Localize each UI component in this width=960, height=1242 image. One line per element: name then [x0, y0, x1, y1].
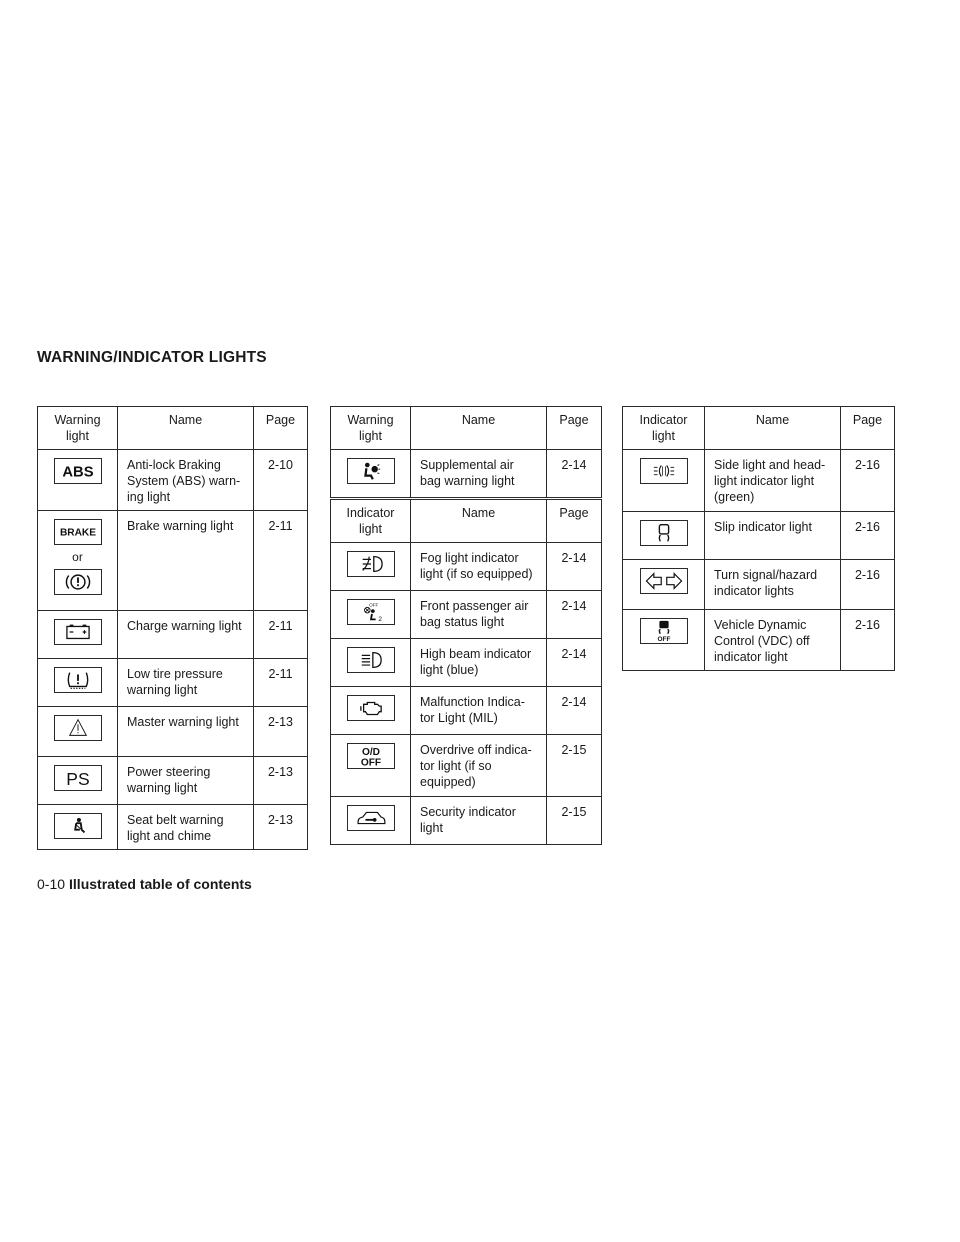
table-header-row	[331, 500, 602, 543]
row-page: 2-13	[254, 805, 308, 850]
row-page: 2-10	[254, 450, 308, 511]
overdrive-off-icon	[347, 743, 395, 769]
footer-title: Illustrated table of contents	[69, 876, 252, 892]
engine-icon	[347, 695, 395, 721]
brake-icon-text: BRAKE	[59, 527, 96, 539]
table-row	[38, 511, 308, 611]
table-row	[331, 543, 602, 591]
abs-icon-text: ABS	[61, 464, 94, 481]
row-page: 2-16	[841, 512, 895, 560]
row-page: 2-14	[547, 543, 602, 591]
battery-icon	[54, 619, 102, 645]
brake-circle-icon	[54, 569, 102, 595]
row-page: 2-16	[841, 450, 895, 512]
table-row	[331, 797, 602, 845]
table-row	[623, 450, 895, 512]
airbag-seat-number: 2	[377, 616, 382, 624]
table-row	[38, 757, 308, 805]
abs-icon	[54, 458, 102, 484]
table-header-row	[38, 407, 308, 450]
page-footer	[37, 876, 252, 892]
row-name: Seat belt warning light and chime	[118, 805, 254, 850]
row-name: Side light and head- light indicator light (green)	[705, 450, 841, 512]
row-name: Low tire pressure warning light	[118, 659, 254, 707]
row-name: Master warning light	[118, 707, 254, 757]
header-warning-light: Warning light	[38, 407, 118, 450]
row-name: Supplemental air bag warning light	[411, 450, 547, 498]
header-name: Name	[411, 407, 547, 450]
table-row	[331, 450, 602, 498]
table-row	[623, 512, 895, 560]
row-name: Slip indicator light	[705, 512, 841, 560]
brake-icon	[54, 519, 102, 545]
fog-light-icon	[347, 551, 395, 577]
security-icon	[347, 805, 395, 831]
header-warning-light: Warning light	[331, 407, 411, 450]
row-page: 2-16	[841, 560, 895, 610]
row-page: 2-14	[547, 639, 602, 687]
row-page: 2-11	[254, 611, 308, 659]
row-name: Overdrive off indica- tor light (if so equipped)	[411, 735, 547, 797]
airbag-icon	[347, 458, 395, 484]
row-name: Charge warning light	[118, 611, 254, 659]
table-row	[38, 611, 308, 659]
warning-lights-table	[37, 406, 308, 850]
master-warning-icon	[54, 715, 102, 741]
header-name: Name	[705, 407, 841, 450]
table-row	[331, 591, 602, 639]
row-name: Fog light indicator light (if so equipped)	[411, 543, 547, 591]
tire-pressure-icon	[54, 667, 102, 693]
row-name: High beam indicator light (blue)	[411, 639, 547, 687]
header-name: Name	[411, 500, 547, 543]
row-page: 2-16	[841, 610, 895, 671]
table-row	[623, 560, 895, 610]
row-name: Anti-lock Braking System (ABS) warn- ing light	[118, 450, 254, 511]
side-light-icon	[640, 458, 688, 484]
row-page: 2-11	[254, 659, 308, 707]
row-page: 2-13	[254, 707, 308, 757]
high-beam-icon	[347, 647, 395, 673]
od-text: O/D	[361, 747, 380, 759]
header-indicator-light: Indicator light	[623, 407, 705, 450]
row-page: 2-14	[547, 591, 602, 639]
turn-signal-icon	[640, 568, 688, 594]
indicator-lights-table	[330, 499, 602, 845]
ps-icon-text: PS	[65, 768, 90, 789]
row-name: Malfunction Indica- tor Light (MIL)	[411, 687, 547, 735]
header-page: Page	[841, 407, 895, 450]
table-row	[331, 735, 602, 797]
slip-icon	[640, 520, 688, 546]
table-row	[38, 659, 308, 707]
or-label: or	[72, 550, 83, 564]
page-number: 0-10	[37, 876, 66, 892]
table-header-row	[623, 407, 895, 450]
header-page: Page	[254, 407, 308, 450]
row-name: Brake warning light	[118, 511, 254, 611]
vdc-off-text: OFF	[657, 636, 670, 643]
row-page: 2-15	[547, 735, 602, 797]
row-name: Turn signal/hazard indicator lights	[705, 560, 841, 610]
table-row	[623, 610, 895, 671]
row-name: Security indicator light	[411, 797, 547, 845]
table-row	[331, 687, 602, 735]
power-steering-icon	[54, 765, 102, 791]
airbag-off-text: OFF	[368, 602, 378, 608]
row-page: 2-11	[254, 511, 308, 611]
vdc-off-icon	[640, 618, 688, 644]
seat-belt-icon	[54, 813, 102, 839]
row-page: 2-13	[254, 757, 308, 805]
passenger-airbag-off-icon	[347, 599, 395, 625]
indicator-lights-table-2	[622, 406, 895, 671]
table-row	[38, 707, 308, 757]
header-page: Page	[547, 407, 602, 450]
table-header-row	[331, 407, 602, 450]
table-row	[38, 805, 308, 850]
od-off-text: OFF	[360, 757, 381, 768]
row-name: Front passenger air bag status light	[411, 591, 547, 639]
row-name: Vehicle Dynamic Control (VDC) off indicator light	[705, 610, 841, 671]
row-page: 2-14	[547, 450, 602, 498]
row-name: Power steering warning light	[118, 757, 254, 805]
row-page: 2-14	[547, 687, 602, 735]
header-name: Name	[118, 407, 254, 450]
table-row	[331, 639, 602, 687]
airbag-warning-table	[330, 406, 602, 498]
section-title: WARNING/INDICATOR LIGHTS	[37, 349, 267, 366]
header-indicator-light: Indicator light	[331, 500, 411, 543]
table-row	[38, 450, 308, 511]
row-page: 2-15	[547, 797, 602, 845]
header-page: Page	[547, 500, 602, 543]
